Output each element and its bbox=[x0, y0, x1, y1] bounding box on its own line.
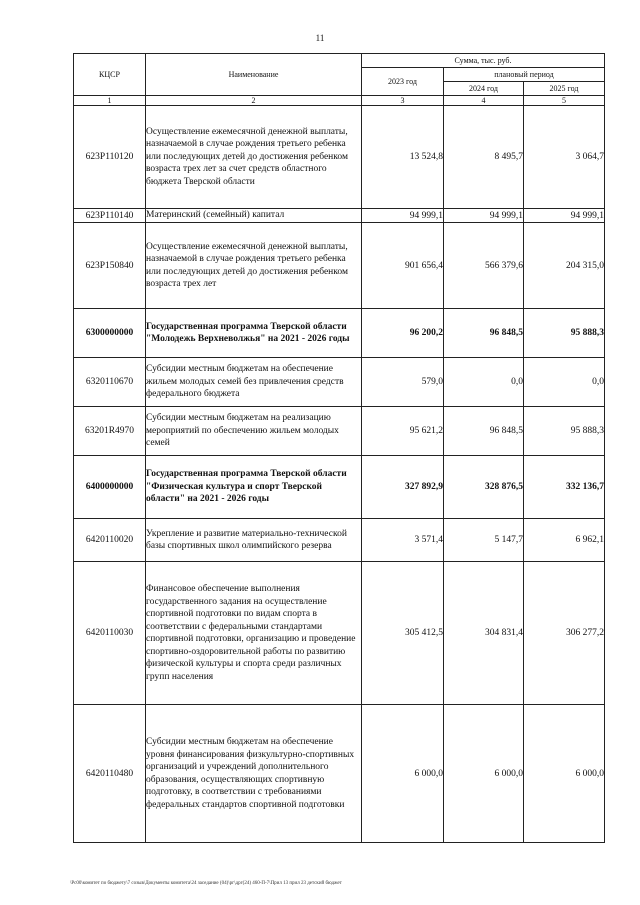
row-name: Осуществление ежемесячной денежной выплаты, назначаемой в случае рождения третьего ребенка или последующих детей до достижения ребенком возраста трех лет за счет средств областного бюджета Тверской области bbox=[146, 106, 362, 209]
header-sum: Сумма, тыс. руб. bbox=[362, 54, 605, 68]
table-row bbox=[74, 209, 605, 223]
row-value-2024: 304 831,4 bbox=[444, 562, 524, 705]
header-2025: 2025 год bbox=[524, 82, 605, 96]
table-row bbox=[74, 519, 605, 562]
row-value-2025: 204 315,0 bbox=[524, 223, 605, 309]
row-value-2024: 94 999,1 bbox=[444, 209, 524, 223]
row-name: Субсидии местным бюджетам на обеспечение жильем молодых семей без привлечения средств федерального бюджета bbox=[146, 358, 362, 407]
row-value-2025: 95 888,3 bbox=[524, 407, 605, 456]
header-kcsr: КЦСР bbox=[74, 54, 146, 96]
row-value-2024: 96 848,5 bbox=[444, 309, 524, 358]
header-2023: 2023 год bbox=[362, 68, 444, 96]
table-row bbox=[74, 106, 605, 209]
row-code: 6420110480 bbox=[74, 705, 146, 843]
row-value-2024: 0,0 bbox=[444, 358, 524, 407]
row-value-2023: 13 524,8 bbox=[362, 106, 444, 209]
row-code: 6320110670 bbox=[74, 358, 146, 407]
row-value-2024: 6 000,0 bbox=[444, 705, 524, 843]
row-value-2023: 6 000,0 bbox=[362, 705, 444, 843]
row-code: 623P150840 bbox=[74, 223, 146, 309]
row-code: 63201R4970 bbox=[74, 407, 146, 456]
row-value-2024: 5 147,7 bbox=[444, 519, 524, 562]
table-row-program bbox=[74, 456, 605, 519]
file-path-footer: \Pc00\комитет по бюджету\7 созыв\Документы комитета\24 заседание (04)\рг\дрг(24) 460-П-7\Прил 13 прил 23 детский бюджет bbox=[70, 881, 342, 886]
row-value-2025: 306 277,2 bbox=[524, 562, 605, 705]
row-value-2025: 6 000,0 bbox=[524, 705, 605, 843]
header-name: Наименование bbox=[146, 54, 362, 96]
column-number-2: 2 bbox=[146, 96, 362, 106]
row-value-2023: 94 999,1 bbox=[362, 209, 444, 223]
header-2024: 2024 год bbox=[444, 82, 524, 96]
budget-table bbox=[73, 53, 605, 843]
table-row bbox=[74, 407, 605, 456]
table-row bbox=[74, 705, 605, 843]
row-name: Субсидии местным бюджетам на реализацию мероприятий по обеспечению жильем молодых семей bbox=[146, 407, 362, 456]
row-value-2024: 328 876,5 bbox=[444, 456, 524, 519]
row-value-2023: 901 656,4 bbox=[362, 223, 444, 309]
table-row bbox=[74, 358, 605, 407]
row-name: Финансовое обеспечение выполнения государственного задания на осуществление спортивной подготовки по видам спорта в соответствии с федеральными стандартами спортивной подготовки, организацию и проведение спортивно-оздоровительной работы по развитию физической культуры и спорта среди различных групп населения bbox=[146, 562, 362, 705]
row-value-2023: 96 200,2 bbox=[362, 309, 444, 358]
row-value-2025: 6 962,1 bbox=[524, 519, 605, 562]
row-value-2025: 94 999,1 bbox=[524, 209, 605, 223]
row-value-2025: 332 136,7 bbox=[524, 456, 605, 519]
row-value-2025: 0,0 bbox=[524, 358, 605, 407]
row-name: Субсидии местным бюджетам на обеспечение уровня финансирования физкультурно-спортивных организаций и учреждений дополнительного образования, осуществляющих спортивную подготовку, в соответствии с требованиями федеральных стандартов спортивной подготовки bbox=[146, 705, 362, 843]
row-value-2023: 579,0 bbox=[362, 358, 444, 407]
column-number-5: 5 bbox=[524, 96, 605, 106]
page-number: 11 bbox=[315, 33, 325, 43]
row-value-2024: 8 495,7 bbox=[444, 106, 524, 209]
row-name: Материнский (семейный) капитал bbox=[146, 209, 362, 223]
row-value-2023: 305 412,5 bbox=[362, 562, 444, 705]
row-value-2025: 95 888,3 bbox=[524, 309, 605, 358]
row-value-2025: 3 064,7 bbox=[524, 106, 605, 209]
row-code: 6420110030 bbox=[74, 562, 146, 705]
row-value-2024: 96 848,5 bbox=[444, 407, 524, 456]
column-number-4: 4 bbox=[444, 96, 524, 106]
table-row bbox=[74, 223, 605, 309]
row-code: 623P110120 bbox=[74, 106, 146, 209]
column-number-1: 1 bbox=[74, 96, 146, 106]
row-value-2023: 95 621,2 bbox=[362, 407, 444, 456]
column-number-3: 3 bbox=[362, 96, 444, 106]
table-row bbox=[74, 562, 605, 705]
row-code: 6420110020 bbox=[74, 519, 146, 562]
row-name: Осуществление ежемесячной денежной выплаты, назначаемой в случае рождения третьего ребенка или последующих детей до достижения ребенком возраста трех лет bbox=[146, 223, 362, 309]
row-value-2024: 566 379,6 bbox=[444, 223, 524, 309]
row-name: Государственная программа Тверской области "Молодежь Верхневолжья" на 2021 - 2026 годы bbox=[146, 309, 362, 358]
row-name: Государственная программа Тверской области "Физическая культура и спорт Тверской области" на 2021 - 2026 годы bbox=[146, 456, 362, 519]
header-planned-period: плановый период bbox=[444, 68, 605, 82]
row-code: 6400000000 bbox=[74, 456, 146, 519]
row-name: Укрепление и развитие материально-технической базы спортивных школ олимпийского резерва bbox=[146, 519, 362, 562]
table-row-program bbox=[74, 309, 605, 358]
row-code: 6300000000 bbox=[74, 309, 146, 358]
row-code: 623P110140 bbox=[74, 209, 146, 223]
row-value-2023: 3 571,4 bbox=[362, 519, 444, 562]
row-value-2023: 327 892,9 bbox=[362, 456, 444, 519]
